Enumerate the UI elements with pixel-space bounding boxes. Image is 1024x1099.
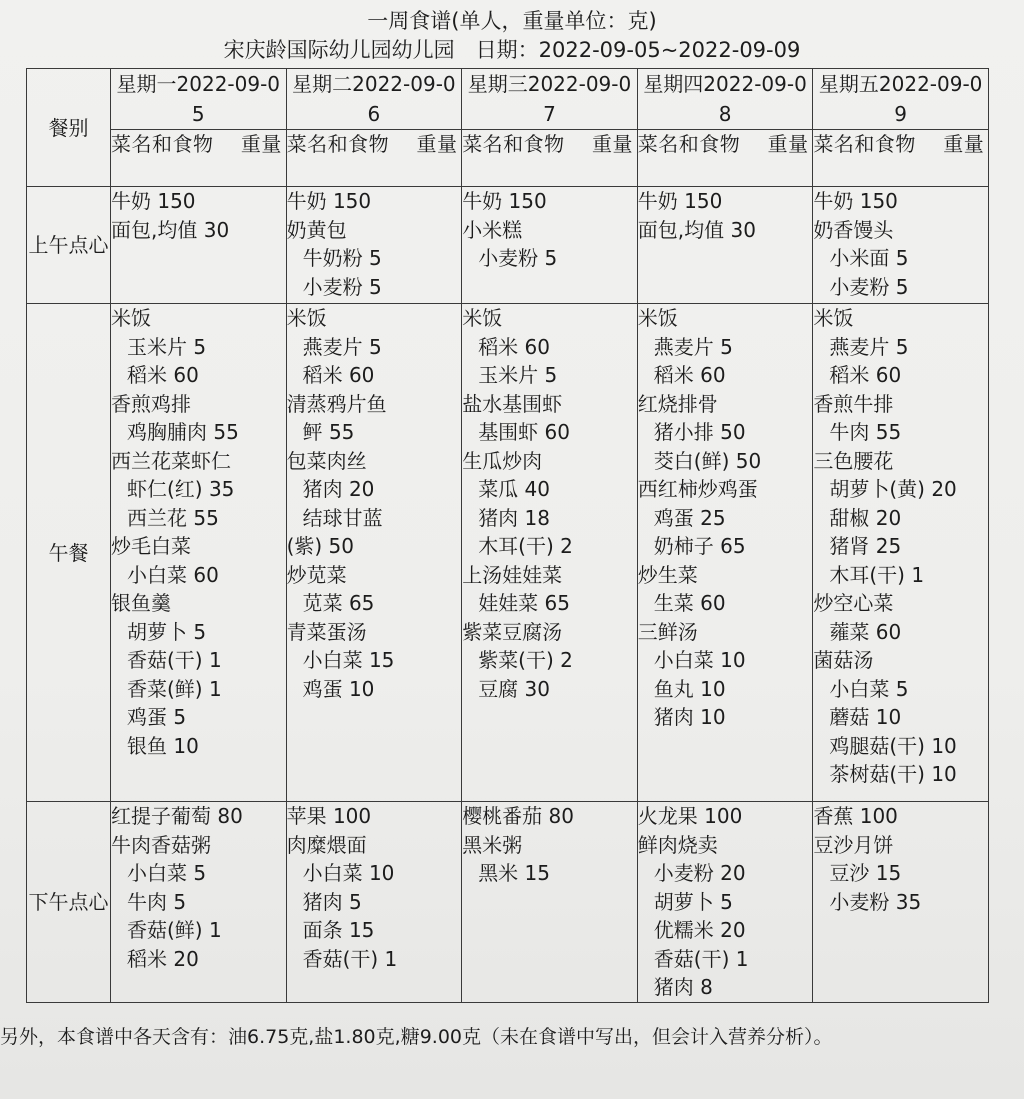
ingredient-line: 香菇(干) 1 <box>127 648 222 672</box>
dish-line: 红烧排骨 <box>637 391 718 416</box>
ingredient-line: 小白菜 15 <box>302 648 395 672</box>
school-and-date: 宋庆龄国际幼儿园幼儿园 日期：2022-09-05~2022-09-09 <box>223 38 801 62</box>
dish-line: 樱桃番茄 80 <box>462 804 574 828</box>
dish-line: 面包,均值 30 <box>637 217 756 242</box>
ingredient-line: 木耳(干) 1 <box>829 562 925 587</box>
dish-weight-label: 菜名和食物 重量 <box>111 132 282 156</box>
dish-line: 苹果 100 <box>286 804 372 828</box>
meal-header-cell <box>27 69 111 187</box>
day-header-mon <box>111 69 287 130</box>
dish-line: 红提子葡萄 80 <box>111 804 243 828</box>
day-label: 星期一2022-09-05 <box>116 72 281 126</box>
dish-weight-header <box>286 130 462 187</box>
ingredient-line: 香菇(干) 1 <box>653 946 749 971</box>
ingredient-line: 香菇(干) 1 <box>302 946 398 971</box>
menu-cell <box>286 304 462 802</box>
dish-line: 清蒸鸦片鱼 <box>286 391 387 416</box>
dish-line: 米饭 <box>111 306 151 330</box>
ingredient-line: 茶树菇(干) 10 <box>829 762 957 786</box>
ingredient-line: 猪肉 5 <box>302 889 362 914</box>
day-label: 星期五2022-09-09 <box>818 72 983 126</box>
meal-label-cell <box>27 187 111 304</box>
ingredient-line: 胡萝卜(黄) 20 <box>829 477 957 501</box>
meal-label-cell <box>27 802 111 1003</box>
dish-line: 香煎牛排 <box>813 391 894 416</box>
meal-label: 午餐 <box>48 540 89 565</box>
dish-weight-header <box>637 130 813 187</box>
menu-cell <box>637 802 813 1003</box>
dish-line: 生瓜炒肉 <box>462 448 543 473</box>
day-header-thu <box>637 69 813 130</box>
weekly-menu-table <box>26 68 989 1003</box>
ingredient-line: 蘑菇 10 <box>829 705 902 729</box>
dish-weight-label: 菜名和食物 重量 <box>637 132 809 156</box>
dish-line: 西兰花菜虾仁 <box>111 448 231 473</box>
ingredient-line: 鲆 55 <box>302 420 355 444</box>
dish-weight-header <box>111 130 287 187</box>
dish-line: 炒毛白菜 <box>111 534 191 558</box>
ingredient-line: 苋菜 65 <box>302 591 375 615</box>
dish-line: 奶香馒头 <box>813 217 894 242</box>
meal-label: 上午点心 <box>28 233 109 257</box>
ingredient-line: 小米面 5 <box>829 246 909 270</box>
ingredient-line: 木耳(干) 2 <box>478 534 573 558</box>
menu-cell <box>813 802 989 1003</box>
meal-row-afternoon-snack <box>27 802 989 1003</box>
dish-weight-header <box>462 130 638 187</box>
ingredient-line: 稻米 60 <box>653 363 726 387</box>
ingredient-line: 小麦粉 5 <box>302 274 382 299</box>
ingredient-line: 紫菜(干) 2 <box>478 648 573 672</box>
ingredient-line: 娃娃菜 65 <box>478 591 570 615</box>
dish-line: 米饭 <box>637 306 678 330</box>
ingredient-line: 香菇(鲜) 1 <box>127 918 222 942</box>
ingredient-line: 小麦粉 35 <box>829 889 922 914</box>
dish-line: 牛奶 150 <box>637 189 723 213</box>
ingredient-line: 猪肉 8 <box>653 975 713 999</box>
dish-line: 牛奶 150 <box>111 189 196 213</box>
ingredient-line: 小白菜 5 <box>829 676 909 701</box>
ingredient-line: 小麦粉 20 <box>653 861 746 885</box>
ingredient-line: 面条 15 <box>302 918 375 942</box>
ingredient-line: 猪肉 20 <box>302 477 375 501</box>
ingredient-line: 奶柿子 65 <box>653 534 746 558</box>
menu-cell <box>637 187 813 304</box>
ingredient-line: 茭白(鲜) 50 <box>653 448 762 473</box>
ingredient-line: 胡萝卜 5 <box>127 619 207 644</box>
dish-line: 鲜肉烧卖 <box>637 832 718 857</box>
dish-line: 炒生菜 <box>637 562 698 587</box>
day-label: 星期四2022-09-08 <box>643 72 807 126</box>
day-label: 星期二2022-09-06 <box>292 72 456 126</box>
meal-header: 餐别 <box>48 115 89 140</box>
day-label: 星期三2022-09-07 <box>467 72 632 126</box>
dish-line: 炒空心菜 <box>813 591 894 615</box>
dish-line: (紫) 50 <box>286 534 355 558</box>
ingredient-line: 鸡蛋 10 <box>302 676 375 701</box>
menu-cell <box>637 304 813 802</box>
dish-line: 小米糕 <box>462 217 523 242</box>
dish-line: 包菜肉丝 <box>286 448 367 473</box>
dish-line: 香蕉 100 <box>813 804 898 828</box>
dish-line: 牛奶 150 <box>462 189 547 213</box>
meal-label: 下午点心 <box>28 889 109 914</box>
dish-line: 盐水基围虾 <box>462 391 563 416</box>
ingredient-line: 菜瓜 40 <box>478 477 550 501</box>
subheader-row <box>27 130 989 187</box>
ingredient-line: 小白菜 60 <box>127 562 219 587</box>
ingredient-line: 豆沙 15 <box>829 861 902 885</box>
ingredient-line: 猪肉 10 <box>653 705 726 729</box>
ingredient-line: 基围虾 60 <box>478 420 570 444</box>
dish-line: 炒苋菜 <box>286 562 347 587</box>
dish-line: 紫菜豆腐汤 <box>462 619 563 644</box>
ingredient-line: 稻米 60 <box>478 334 550 359</box>
menu-cell <box>813 187 989 304</box>
dish-line: 奶黄包 <box>286 217 347 242</box>
ingredient-line: 鸡腿菇(干) 10 <box>829 733 957 758</box>
ingredient-line: 小白菜 10 <box>653 648 746 672</box>
ingredient-line: 玉米片 5 <box>127 334 207 359</box>
ingredient-line: 黑米 15 <box>478 861 550 885</box>
ingredient-line: 小麦粉 5 <box>829 274 909 299</box>
dish-line: 肉糜煨面 <box>286 832 367 857</box>
ingredient-line: 蕹菜 60 <box>829 619 902 644</box>
ingredient-line: 胡萝卜 5 <box>653 889 733 914</box>
dish-line: 火龙果 100 <box>637 804 743 828</box>
menu-cell <box>462 187 638 304</box>
dish-line: 豆沙月饼 <box>813 832 894 857</box>
dish-weight-label: 菜名和食物 重量 <box>813 132 985 156</box>
ingredient-line: 猪肾 25 <box>829 534 902 558</box>
dish-line: 西红柿炒鸡蛋 <box>637 477 758 501</box>
ingredient-line: 稻米 60 <box>302 363 375 387</box>
meal-row-morning-snack <box>27 187 989 304</box>
dish-weight-label: 菜名和食物 重量 <box>286 132 458 156</box>
menu-cell <box>111 187 287 304</box>
ingredient-line: 燕麦片 5 <box>302 334 382 359</box>
ingredient-line: 鸡蛋 5 <box>127 705 187 729</box>
meal-row-lunch <box>27 304 989 802</box>
ingredient-line: 小白菜 10 <box>302 861 395 885</box>
ingredient-line: 稻米 20 <box>127 946 199 971</box>
dish-line: 米饭 <box>462 306 503 330</box>
ingredient-line: 鸡胸脯肉 55 <box>127 420 239 444</box>
ingredient-line: 西兰花 55 <box>127 505 219 530</box>
dish-weight-label: 菜名和食物 重量 <box>462 132 634 156</box>
ingredient-line: 鱼丸 10 <box>653 676 726 701</box>
ingredient-line: 甜椒 20 <box>829 505 902 530</box>
meal-label-cell <box>27 304 111 802</box>
ingredient-line: 小麦粉 5 <box>478 246 558 270</box>
dish-line: 菌菇汤 <box>813 648 874 672</box>
dish-line: 银鱼羹 <box>111 591 171 615</box>
ingredient-line: 虾仁(红) 35 <box>127 477 235 501</box>
dish-line: 牛奶 150 <box>813 189 898 213</box>
dish-line: 香煎鸡排 <box>111 391 191 416</box>
ingredient-line: 燕麦片 5 <box>829 334 909 359</box>
menu-cell <box>286 187 462 304</box>
day-header-fri <box>813 69 989 130</box>
menu-cell <box>462 802 638 1003</box>
ingredient-line: 银鱼 10 <box>127 733 199 758</box>
ingredient-line: 猪小排 50 <box>653 420 746 444</box>
ingredient-line: 结球甘蓝 <box>302 505 383 530</box>
menu-cell <box>286 802 462 1003</box>
ingredient-line: 猪肉 18 <box>478 505 550 530</box>
ingredient-line: 牛肉 5 <box>127 889 187 914</box>
ingredient-line: 稻米 60 <box>127 363 199 387</box>
menu-title: 一周食谱(单人，重量单位：克) <box>367 9 657 33</box>
footer-note: 另外，本食谱中各天含有：油6.75克,盐1.80克,糖9.00克（未在食谱中写出，但会计入营养分析）。 <box>0 1026 833 1048</box>
day-header-tue <box>286 69 462 130</box>
ingredient-line: 燕麦片 5 <box>653 334 733 359</box>
ingredient-line: 小白菜 5 <box>127 861 207 885</box>
ingredient-line: 稻米 60 <box>829 363 902 387</box>
menu-cell <box>462 304 638 802</box>
dish-line: 米饭 <box>813 306 854 330</box>
dish-line: 青菜蛋汤 <box>286 619 367 644</box>
dish-line: 黑米粥 <box>462 832 523 857</box>
day-header-row <box>27 69 989 130</box>
day-header-wed <box>462 69 638 130</box>
ingredient-line: 牛肉 55 <box>829 420 902 444</box>
menu-cell <box>111 304 287 802</box>
menu-cell <box>813 304 989 802</box>
dish-line: 三鲜汤 <box>637 619 698 644</box>
ingredient-line: 玉米片 5 <box>478 363 558 387</box>
ingredient-line: 优糯米 20 <box>653 918 746 942</box>
ingredient-line: 香菜(鲜) 1 <box>127 676 222 701</box>
dish-line: 上汤娃娃菜 <box>462 562 563 587</box>
dish-line: 米饭 <box>286 306 327 330</box>
dish-weight-header <box>813 130 989 187</box>
dish-line: 面包,均值 30 <box>111 217 230 242</box>
dish-line: 三色腰花 <box>813 448 894 473</box>
ingredient-line: 生菜 60 <box>653 591 726 615</box>
ingredient-line: 豆腐 30 <box>478 676 550 701</box>
menu-cell <box>111 802 287 1003</box>
dish-line: 牛肉香菇粥 <box>111 832 211 857</box>
dish-line: 牛奶 150 <box>286 189 372 213</box>
ingredient-line: 鸡蛋 25 <box>653 505 726 530</box>
ingredient-line: 牛奶粉 5 <box>302 246 382 270</box>
